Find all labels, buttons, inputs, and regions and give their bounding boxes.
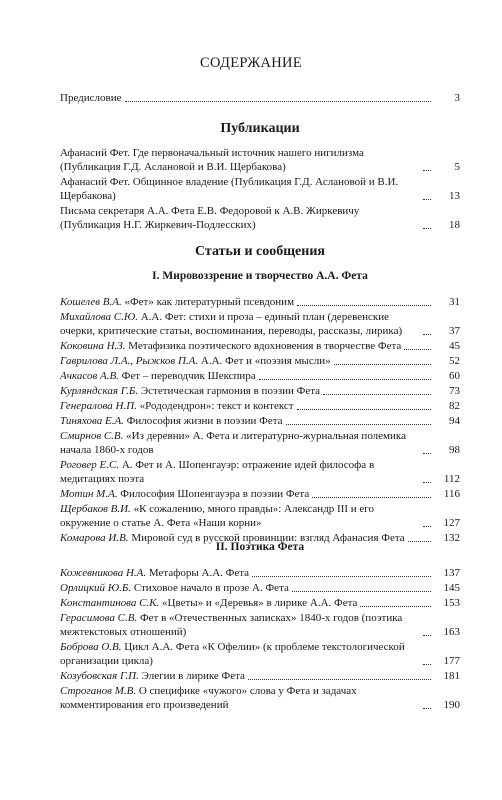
- entry-text: Философия жизни в поэзии Фета: [126, 415, 283, 427]
- entry-text: Афанасий Фет. Общинное владение (Публикация Г.Д. Аслановой и В.И. Щербакова): [60, 176, 399, 202]
- leader-dots: [423, 224, 431, 229]
- entry-title: [60, 175, 420, 203]
- toc-entry: [60, 295, 460, 309]
- page-number: 163: [443, 626, 460, 638]
- leader-dots: [334, 360, 431, 365]
- toc-entry: [60, 175, 460, 203]
- page-number: 112: [443, 473, 460, 485]
- leader-dots: [423, 631, 431, 636]
- leader-dots: [423, 522, 431, 527]
- entry-title: [60, 369, 256, 383]
- entry-text: Фет – переводчик Шекспира: [121, 370, 256, 382]
- page-number: 37: [449, 325, 460, 337]
- leader-dots: [423, 449, 431, 454]
- page-number: 94: [449, 415, 460, 427]
- entry-author: Гаврилова Л.А., Рыжков П.А.: [60, 355, 199, 367]
- toc-entry: [60, 640, 460, 668]
- leader-dots: [404, 345, 431, 350]
- entry-title: [60, 399, 294, 413]
- entry-title: [60, 487, 309, 501]
- entry-author: Генералова Н.П.: [60, 400, 137, 412]
- entry-title: [60, 640, 420, 668]
- entry-author: Комарова И.В.: [60, 532, 129, 544]
- entry-title: [60, 146, 420, 174]
- entry-text: Метафоры А.А. Фета: [148, 567, 250, 579]
- entry-title: [60, 596, 357, 610]
- entry-text: Метафизика поэтического вдохновения в творчестве Фета: [128, 340, 402, 352]
- entry-title: [60, 310, 420, 338]
- page-number: 5: [454, 161, 460, 173]
- entry-author: Боброва О.В.: [60, 641, 122, 653]
- entry-author: Козубовская Г.П.: [60, 670, 139, 682]
- entry-author: Коковина Н.З.: [60, 340, 126, 352]
- entry-text: О специфике «чужого» слова у Фета и задачах комментирования его произведений: [60, 685, 357, 711]
- toc-entry: [60, 611, 460, 639]
- leader-dots: [323, 390, 431, 395]
- page-number: 31: [449, 296, 460, 308]
- entry-text: «Фет» как литературный псевдоним: [124, 296, 295, 308]
- entry-text: Философия Шопенгауэра в поэзии Фета: [120, 488, 310, 500]
- toc-entry: [60, 146, 460, 174]
- entry-author: Тиняхова Е.А.: [60, 415, 124, 427]
- page-number: 181: [443, 670, 460, 682]
- entry-text: «Цветы» и «Деревья» в лирике А.А. Фета: [162, 597, 358, 609]
- leader-dots: [297, 301, 431, 306]
- toc-entry: [60, 384, 460, 398]
- section-heading-articles: Статьи и сообщения: [195, 244, 325, 259]
- entry-author: Мотин М.А.: [60, 488, 118, 500]
- entry-title: Предисловие: [60, 92, 122, 104]
- toc-entry: [60, 566, 460, 580]
- entry-title: [60, 354, 331, 368]
- toc-entry: [60, 429, 460, 457]
- entry-author: Роговер Е.С.: [60, 459, 120, 471]
- leader-dots: [423, 166, 431, 171]
- entry-title: [60, 384, 320, 398]
- toc-entry: [60, 399, 460, 413]
- leader-dots: [312, 493, 431, 498]
- entry-text: «Из деревни» А. Фета и литературно-журнальная полемика начала 1860-х годов: [60, 430, 406, 456]
- toc-entry: [60, 414, 460, 428]
- entry-text: Мировой суд в русской провинции: взгляд Афанасия Фета: [131, 532, 405, 544]
- toc-entry: [60, 684, 460, 712]
- toc-entry: [60, 354, 460, 368]
- entry-text: А.А. Фет и «поэзия мысли»: [200, 355, 331, 367]
- leader-dots: [423, 330, 431, 335]
- leader-dots: [423, 478, 431, 483]
- page-title: СОДЕРЖАНИЕ: [200, 55, 302, 71]
- page-number: 116: [443, 488, 460, 500]
- leader-dots: [360, 602, 431, 607]
- leader-dots: [252, 572, 431, 577]
- entry-text: А.А. Фет: стихи и проза – единый план (деревенские очерки, критические статьи, воспоминания, переводы, рассказы, лирика): [60, 311, 403, 337]
- toc-entry: [60, 502, 460, 530]
- toc-entry: [60, 310, 460, 338]
- subsection-heading-worldview: I. Мировоззрение и творчество А.А. Фета: [152, 270, 368, 282]
- entry-text: Письма секретаря А.А. Фета Е.В. Федоровой к А.В. Жиркевичу (Публикация Н.Г. Жиркевич-Подлесских): [60, 205, 360, 231]
- subsection-heading-poetics: II. Поэтика Фета: [215, 541, 305, 553]
- entry-title: [60, 566, 249, 580]
- poetics-list: [60, 566, 460, 712]
- entry-author: Строганов М.В.: [60, 685, 137, 697]
- entry-text: Цикл А.А. Фета «К Офелии» (к проблеме текстологической организации цикла): [60, 641, 405, 667]
- leader-dots: [423, 704, 431, 709]
- entry-author: Кошелев В.А.: [60, 296, 122, 308]
- publications-list: [60, 146, 460, 232]
- leader-dots: [423, 195, 431, 200]
- toc-entry: [60, 91, 460, 105]
- page-number: 18: [449, 219, 460, 231]
- entry-title: [60, 684, 420, 712]
- worldview-list: [60, 295, 460, 545]
- toc-entry: [60, 204, 460, 232]
- entry-author: Щербаков В.И.: [60, 503, 131, 515]
- entry-author: Курляндская Г.Б.: [60, 385, 139, 397]
- entry-title: [60, 669, 245, 683]
- entry-text: Эстетическая гармония в поэзии Фета: [140, 385, 321, 397]
- entry-text: Афанасий Фет. Где первоначальный источник нашего нигилизма (Публикация Г.Д. Аслановой и В.И. Щербакова): [60, 147, 364, 173]
- page-number: 45: [449, 340, 460, 352]
- entry-author: Орлицкий Ю.Б.: [60, 582, 132, 594]
- entry-title: [60, 339, 401, 353]
- entry-text: «К сожалению, много правды»: Александр III и его окружение о статье А. Фета «Наши корни»: [60, 503, 375, 529]
- page-number: 190: [443, 699, 460, 711]
- page-number: 177: [443, 655, 460, 667]
- entry-text: Стиховое начало в прозе А. Фета: [133, 582, 289, 594]
- toc-entry: [60, 339, 460, 353]
- toc-entry: [60, 596, 460, 610]
- entry-title: [60, 204, 420, 232]
- page-number: 13: [449, 190, 460, 202]
- entry-author: Кожевникова Н.А.: [60, 567, 147, 579]
- page-number: 82: [449, 400, 460, 412]
- toc-entry: [60, 669, 460, 683]
- toc-entry: [60, 369, 460, 383]
- leader-dots: [286, 420, 431, 425]
- entry-text: Элегии в лирике Фета: [141, 670, 245, 682]
- leader-dots: [259, 375, 431, 380]
- entry-author: Смирнов С.В.: [60, 430, 124, 442]
- entry-text: Фет в «Отечественных записках» 1840-х годов (поэтика межтекстовых отношений): [60, 612, 403, 638]
- entry-title: [60, 295, 294, 309]
- entry-text: «Рододендрон»: текст и контекст: [139, 400, 294, 412]
- toc-entry: [60, 458, 460, 486]
- section-heading-publications: Публикации: [220, 121, 300, 136]
- page-number: 73: [449, 385, 460, 397]
- entry-author: Ачкасов А.В.: [60, 370, 119, 382]
- entry-title: [60, 429, 420, 457]
- entry-author: Герасимова С.В.: [60, 612, 138, 624]
- page-number: 52: [449, 355, 460, 367]
- page-number: 127: [443, 517, 460, 529]
- entry-author: Константинова С.К.: [60, 597, 160, 609]
- entry-title: [60, 502, 420, 530]
- entry-title: [60, 414, 283, 428]
- toc-entry: [60, 487, 460, 501]
- entry-author: Михайлова С.Ю.: [60, 311, 138, 323]
- preface-line: [60, 91, 460, 105]
- leader-dots: [292, 587, 431, 592]
- leader-dots: [248, 675, 431, 680]
- entry-title: [60, 458, 420, 486]
- page-number: 60: [449, 370, 460, 382]
- leader-dots: [125, 97, 432, 102]
- page-number: 3: [454, 92, 460, 104]
- page-number: 137: [443, 567, 460, 579]
- page-number: 98: [449, 444, 460, 456]
- page-number: 132: [443, 532, 460, 544]
- entry-text: А. Фет и А. Шопенгауэр: отражение идей философа в медитациях поэта: [60, 459, 375, 485]
- entry-title: [60, 611, 420, 639]
- leader-dots: [423, 660, 431, 665]
- page-number: 153: [443, 597, 460, 609]
- entry-title: [60, 581, 289, 595]
- toc-entry: [60, 581, 460, 595]
- page-number: 145: [443, 582, 460, 594]
- leader-dots: [297, 405, 431, 410]
